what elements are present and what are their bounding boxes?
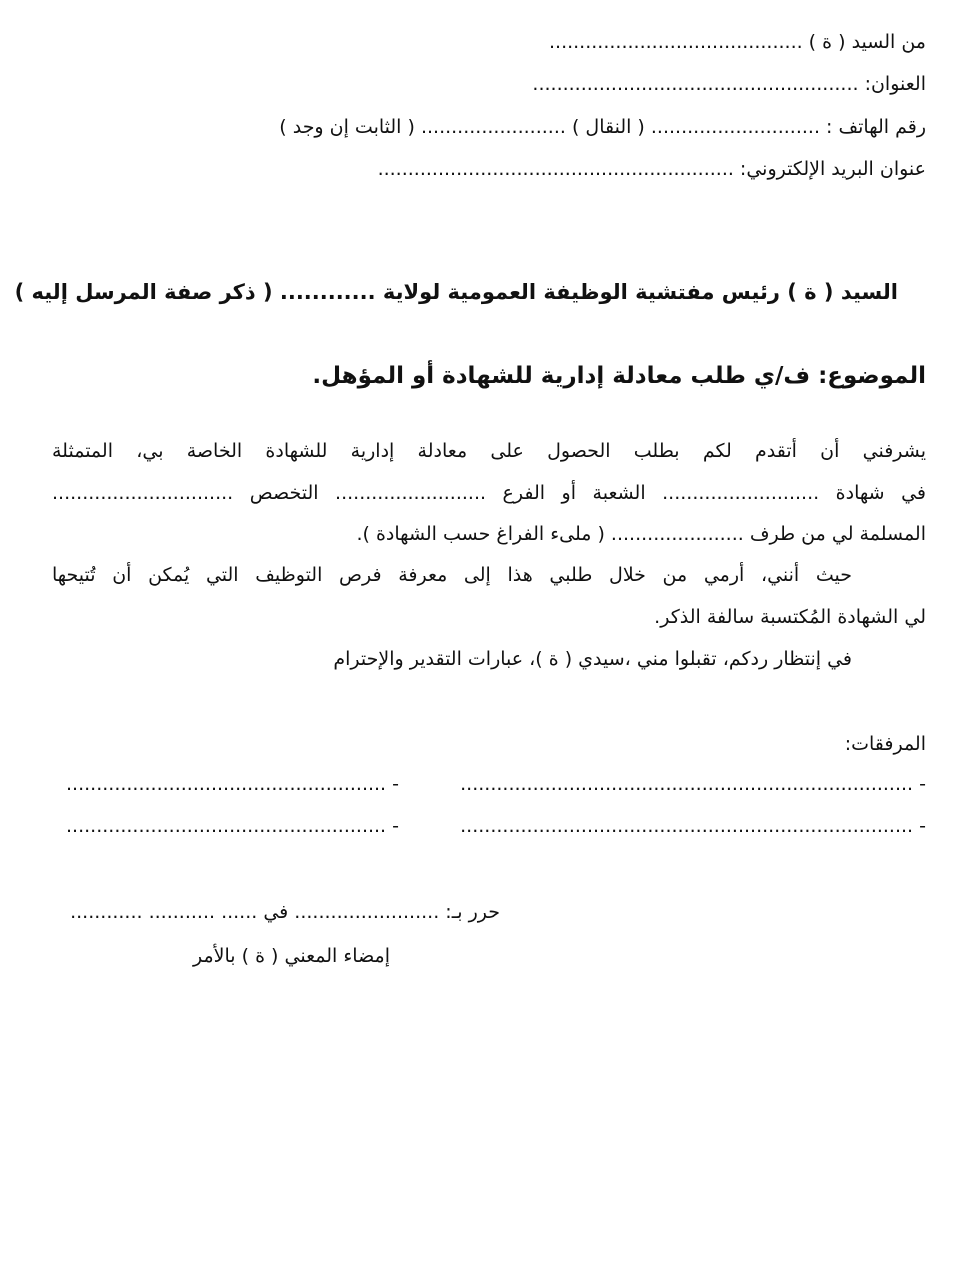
attachment-item: - ........................................................................... [460, 815, 926, 837]
attachments-title: المرفقات: [844, 733, 926, 755]
body-paragraph-1-line-3: المسلمة لي من طرف ...................... ( ملىء الفراغ حسب الشهادة ). [356, 523, 926, 545]
attachment-row [66, 770, 926, 798]
body-paragraph-1-line-1: يشرفني أن أتقدم لكم بطلب الحصول على معادلة إدارية للشهادة الخاصة بي، المتمثلة [52, 440, 926, 462]
attachment-item: - ..................................................... [66, 773, 399, 795]
place-date-line: حرر بـ: ........................ في ...... ........... ............ [70, 901, 500, 923]
body-paragraph-1-line-2: في شهادة .......................... الشعبة أو الفرع ......................... التخصص .............................. [52, 482, 926, 504]
body-paragraph-2-line-1: حيث أنني، أرمي من خلال طلبي هذا إلى معرفة فرص التوظيف التي يُمكن أن تُتيحها [52, 564, 852, 586]
attachment-item: - ..................................................... [66, 815, 399, 837]
sender-name: من السيد ( ة ) .......................................... [548, 31, 926, 53]
subject-line: الموضوع: ف/ي طلب معادلة إدارية للشهادة أو المؤهل. [312, 363, 926, 389]
attachment-row [66, 812, 926, 840]
signature-line: إمضاء المعني ( ة ) بالأمر [193, 945, 390, 967]
body-paragraph-2-line-2: لي الشهادة المُكتسبة سالفة الذكر. [654, 606, 926, 628]
sender-email: عنوان البريد الإلكتروني: ........................................................... [377, 158, 926, 180]
body-paragraph-3-line-1: في إنتظار ردكم، تقبلوا مني ،سيدي ( ة )، عبارات التقدير والإحترام [333, 648, 852, 670]
sender-address: العنوان: ...................................................... [532, 73, 926, 95]
sender-phone: رقم الهاتف : ............................ ( النقال ) ........................ ( الثابت إن وجد ) [279, 116, 926, 138]
attachment-item: - ........................................................................... [460, 773, 926, 795]
recipient-line: السيد ( ة ) رئيس مفتشية الوظيفة العمومية لولاية ............ ( ذكر صفة المرسل إليه ) [14, 280, 898, 304]
